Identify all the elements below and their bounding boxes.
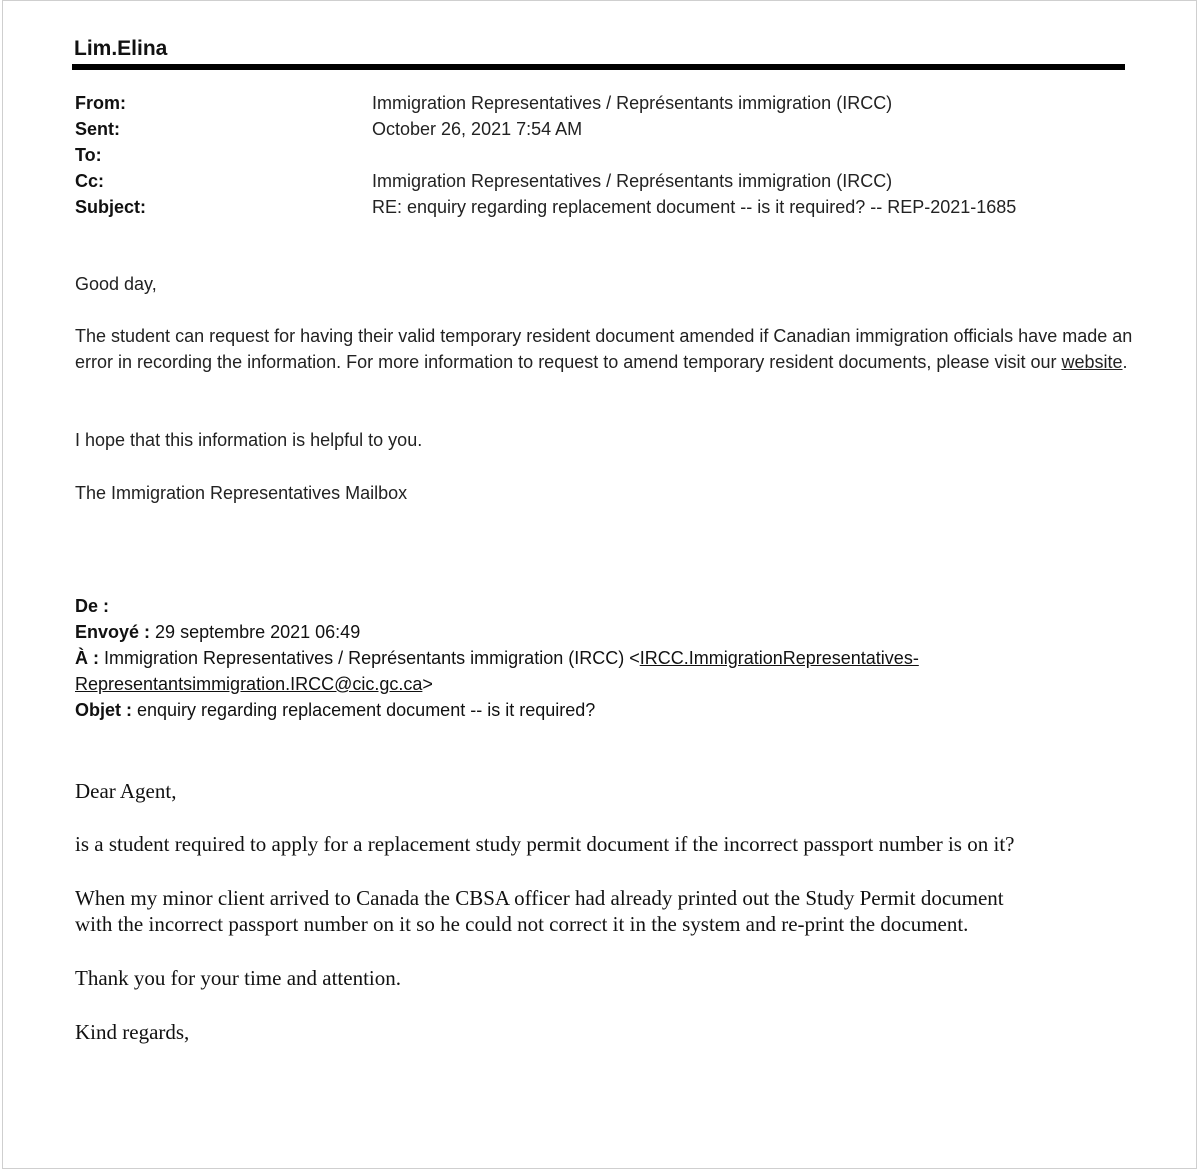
- recipient-email-link[interactable]: IRCC.ImmigrationRepresentatives-: [639, 648, 919, 668]
- reply-greeting: Good day,: [75, 274, 157, 294]
- cc-label: Cc:: [75, 171, 105, 191]
- original-question: is a student required to apply for a replacement study permit document if the incorrect passport number is on it?: [75, 832, 1015, 856]
- a-line-cont: [75, 671, 433, 697]
- header-divider: [72, 64, 1125, 70]
- document-author: Lim.Elina: [74, 37, 168, 60]
- original-context-line1: When my minor client arrived to Canada the CBSA officer had already printed out the Study Permit document: [75, 886, 1004, 910]
- objet-value: enquiry regarding replacement document -- is it required?: [137, 700, 596, 720]
- to-label: To:: [75, 145, 102, 165]
- reply-helpful-text: I hope that this information is helpful to you.: [75, 430, 423, 450]
- recipient-email-link-cont[interactable]: Representantsimmigration.IRCC@cic.gc.ca: [75, 674, 423, 694]
- de-label: De :: [75, 596, 110, 616]
- website-link[interactable]: website: [1061, 352, 1123, 372]
- from-label: From:: [75, 93, 126, 113]
- reply-paragraph: [75, 323, 1135, 375]
- sent-value: October 26, 2021 7:54 AM: [372, 119, 583, 139]
- envoye-value: 29 septembre 2021 06:49: [155, 622, 361, 642]
- cc-value: Immigration Representatives / Représentants immigration (IRCC): [372, 171, 893, 191]
- reply-paragraph-text: The student can request for having their valid temporary resident document amended if Canadian immigration officials have made an error in recording the information. For more information to request to amend temporary resident documents, please visit our: [75, 326, 1133, 372]
- from-value: Immigration Representatives / Représentants immigration (IRCC): [372, 93, 893, 113]
- objet-line: [75, 697, 595, 723]
- original-context-line2: with the incorrect passport number on it so he could not correct it in the system and re-print the document.: [75, 912, 969, 936]
- a-value: Immigration Representatives / Représentants immigration (IRCC) <: [104, 648, 640, 668]
- de-line: [75, 593, 109, 619]
- subject-value: RE: enquiry regarding replacement document -- is it required? -- REP-2021-1685: [372, 197, 1017, 217]
- a-label: À :: [75, 648, 99, 668]
- envoye-line: [75, 619, 360, 645]
- envoye-label: Envoyé :: [75, 622, 151, 642]
- original-thanks: Thank you for your time and attention.: [75, 966, 402, 990]
- reply-paragraph-end: .: [1122, 352, 1128, 372]
- objet-label: Objet :: [75, 700, 132, 720]
- subject-label: Subject:: [75, 197, 147, 217]
- original-greeting: Dear Agent,: [75, 779, 177, 803]
- a-close: >: [422, 674, 433, 694]
- a-line: [75, 645, 919, 671]
- reply-signature: The Immigration Representatives Mailbox: [75, 483, 408, 503]
- original-closing: Kind regards,: [75, 1020, 190, 1044]
- sent-label: Sent:: [75, 119, 120, 139]
